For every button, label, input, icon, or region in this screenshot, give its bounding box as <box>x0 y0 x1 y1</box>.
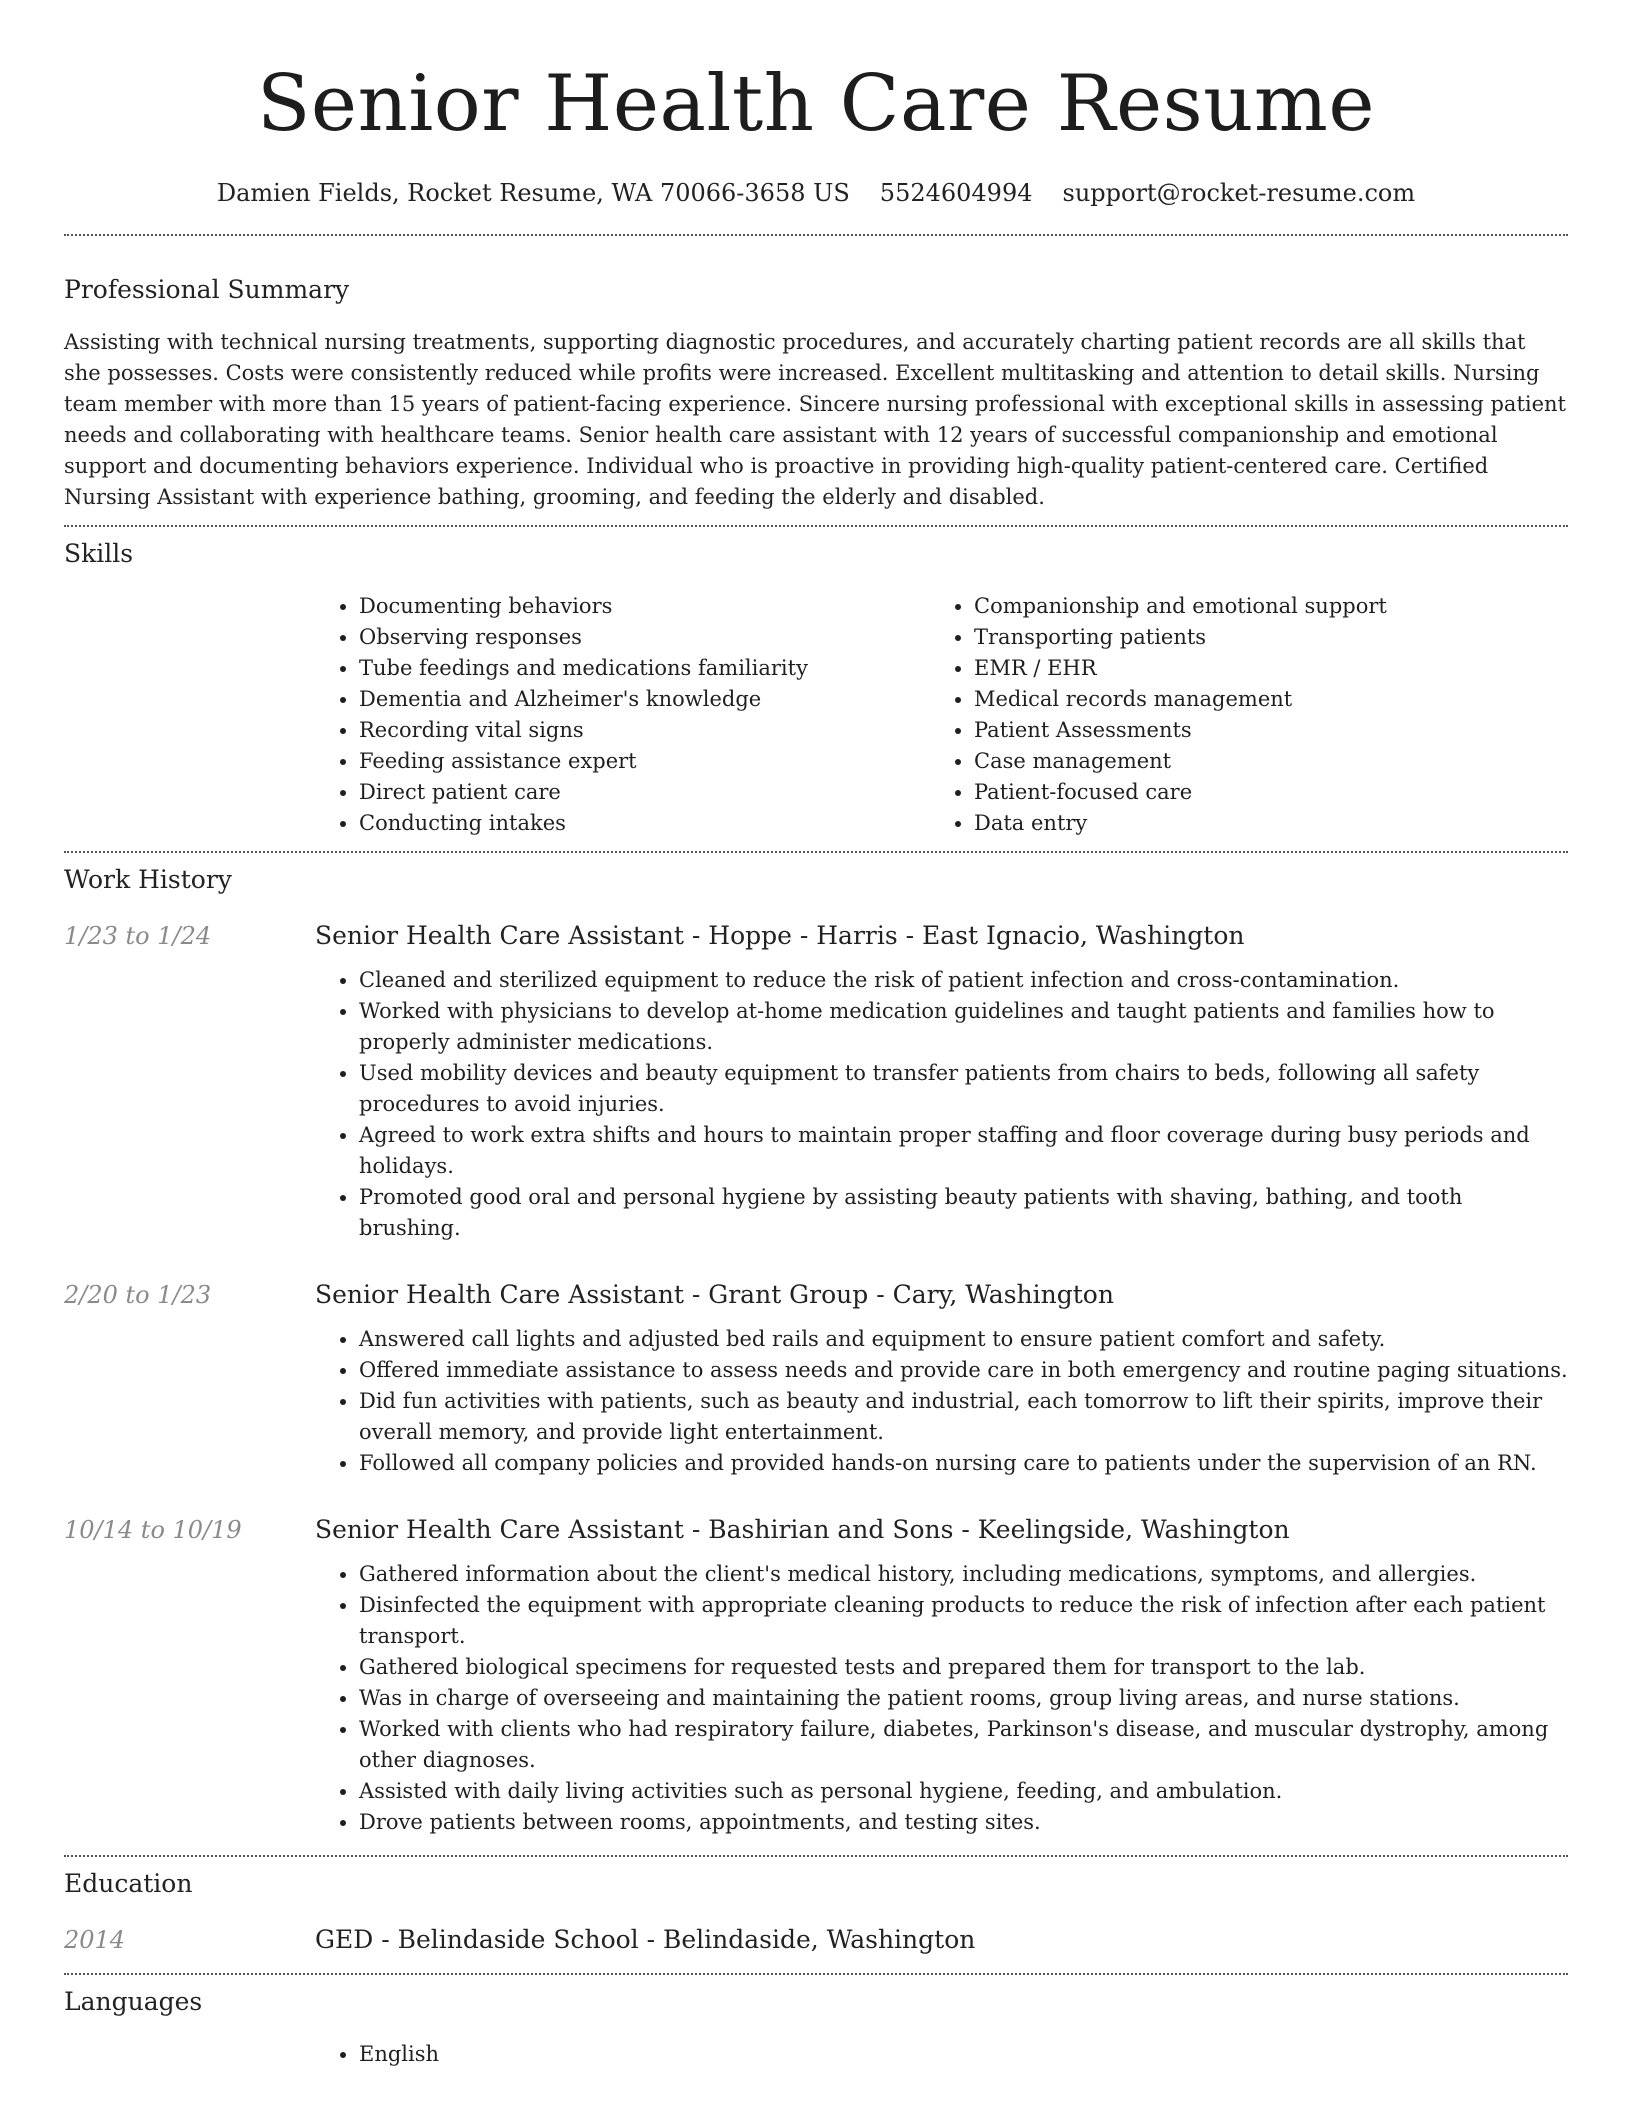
languages-list <box>315 2039 1568 2070</box>
job-bullet: • Worked with clients who had respiratory failure, diabetes, Parkinson's disease, and muscular dystrophy, among other diagnoses. <box>359 1714 1568 1776</box>
section-divider <box>64 525 1568 527</box>
job-bullet: • Assisted with daily living activities such as personal hygiene, feeding, and ambulation. <box>359 1776 1568 1807</box>
skill-item: • Medical records management <box>974 684 1545 715</box>
work-section <box>64 863 1568 1838</box>
job-bullet: • Answered call lights and adjusted bed rails and equipment to ensure patient comfort and safety. <box>359 1324 1568 1355</box>
skill-item: • Tube feedings and medications familiarity <box>359 653 930 684</box>
job-body <box>315 919 1568 1244</box>
skill-item: • Observing responses <box>359 622 930 653</box>
skills-list-right <box>930 591 1545 839</box>
job-bullet: • Promoted good oral and personal hygiene by assisting beauty patients with shaving, bathing, and tooth brushing. <box>359 1182 1568 1244</box>
section-divider <box>64 234 1568 236</box>
job-bullet: • Followed all company policies and provided hands-on nursing care to patients under the supervision of an RN. <box>359 1448 1568 1479</box>
job-entry <box>64 919 1568 1244</box>
skill-item: • Direct patient care <box>359 777 930 808</box>
contact-email: support@rocket-resume.com <box>1062 179 1416 207</box>
summary-section <box>64 273 1568 513</box>
job-bullet: • Drove patients between rooms, appointments, and testing sites. <box>359 1807 1568 1838</box>
job-body <box>315 1278 1568 1479</box>
languages-section <box>64 1985 1568 2070</box>
job-bullets <box>315 1559 1568 1838</box>
skill-item: • Recording vital signs <box>359 715 930 746</box>
skills-heading: Skills <box>64 539 134 568</box>
job-body <box>315 1513 1568 1838</box>
skill-item: • Transporting patients <box>974 622 1545 653</box>
job-bullet: • Worked with physicians to develop at-home medication guidelines and taught patients and families how to properly administer medications. <box>359 996 1568 1058</box>
contact-line <box>64 176 1568 210</box>
job-bullet: • Offered immediate assistance to assess needs and provide care in both emergency and routine paging situations. <box>359 1355 1568 1386</box>
job-title: Senior Health Care Assistant - Bashirian and Sons - Keelingside, Washington <box>315 1515 1290 1544</box>
resume-title: Senior Health Care Resume <box>256 59 1376 149</box>
contact-address: Damien Fields, Rocket Resume, WA 70066-3658 US <box>216 179 850 207</box>
contact-phone: 5524604994 <box>879 179 1033 207</box>
section-divider <box>64 1855 1568 1857</box>
job-bullet: • Gathered biological specimens for requested tests and prepared them for transport to the lab. <box>359 1652 1568 1683</box>
skill-item: • EMR / EHR <box>974 653 1545 684</box>
job-bullet: • Did fun activities with patients, such as beauty and industrial, each tomorrow to lift their spirits, improve their overall memory, and provide light entertainment. <box>359 1386 1568 1448</box>
job-bullets <box>315 1324 1568 1479</box>
job-bullet: • Cleaned and sterilized equipment to reduce the risk of patient infection and cross-contamination. <box>359 965 1568 996</box>
skill-item: • Conducting intakes <box>359 808 930 839</box>
job-title: Senior Health Care Assistant - Hoppe - Harris - East Ignacio, Washington <box>315 921 1245 950</box>
job-title: Senior Health Care Assistant - Grant Group - Cary, Washington <box>315 1280 1114 1309</box>
job-bullet: • Was in charge of overseeing and maintaining the patient rooms, group living areas, and nurse stations. <box>359 1683 1568 1714</box>
education-year: 2014 <box>64 1926 126 1954</box>
skills-section <box>64 537 1568 839</box>
skill-item: • Patient Assessments <box>974 715 1545 746</box>
skill-item: • Dementia and Alzheimer's knowledge <box>359 684 930 715</box>
job-entry <box>64 1278 1568 1479</box>
education-title: GED - Belindaside School - Belindaside, Washington <box>315 1925 976 1954</box>
job-dates: 2/20 to 1/23 <box>64 1281 212 1309</box>
education-heading: Education <box>64 1869 193 1898</box>
summary-text: Assisting with technical nursing treatments, supporting diagnostic procedures, and accurately charting patient records are all skills that she possesses. Costs were consistently reduced while profits were increased. Excellent multitasking and attention to detail skills. Nursing team member with more than 15 years of patient-facing experience. Sincere nursing professional with exceptional skills in assessing patient needs and collaborating with healthcare teams. Senior health care assistant with 12 years of successful companionship and emotional support and documenting behaviors experience. Individual who is proactive in providing high-quality patient-centered care. Certified Nursing Assistant with experience bathing, grooming, and feeding the elderly and disabled. <box>64 330 1566 509</box>
summary-heading: Professional Summary <box>64 275 350 304</box>
skill-item: • Documenting behaviors <box>359 591 930 622</box>
skill-item: • Patient-focused care <box>974 777 1545 808</box>
job-entry <box>64 1513 1568 1838</box>
job-bullet: • Agreed to work extra shifts and hours to maintain proper staffing and floor coverage during busy periods and holidays. <box>359 1120 1568 1182</box>
education-entry <box>64 1923 1568 1957</box>
job-bullets <box>315 965 1568 1244</box>
language-item: • English <box>359 2039 1568 2070</box>
job-bullet: • Disinfected the equipment with appropriate cleaning products to reduce the risk of infection after each patient transport. <box>359 1590 1568 1652</box>
skills-grid <box>315 591 1568 839</box>
section-divider <box>64 1973 1568 1975</box>
work-heading: Work History <box>64 865 232 894</box>
education-body <box>315 1923 1568 1957</box>
education-section <box>64 1867 1568 1957</box>
job-dates: 10/14 to 10/19 <box>64 1516 242 1544</box>
skill-item: • Companionship and emotional support <box>974 591 1545 622</box>
skill-item: • Data entry <box>974 808 1545 839</box>
section-divider <box>64 851 1568 853</box>
skills-list-left <box>315 591 930 839</box>
languages-heading: Languages <box>64 1987 203 2016</box>
job-dates: 1/23 to 1/24 <box>64 922 212 950</box>
skill-item: • Case management <box>974 746 1545 777</box>
job-bullet: • Gathered information about the client's medical history, including medications, symptoms, and allergies. <box>359 1559 1568 1590</box>
skill-item: • Feeding assistance expert <box>359 746 930 777</box>
job-bullet: • Used mobility devices and beauty equipment to transfer patients from chairs to beds, following all safety procedures to avoid injuries. <box>359 1058 1568 1120</box>
